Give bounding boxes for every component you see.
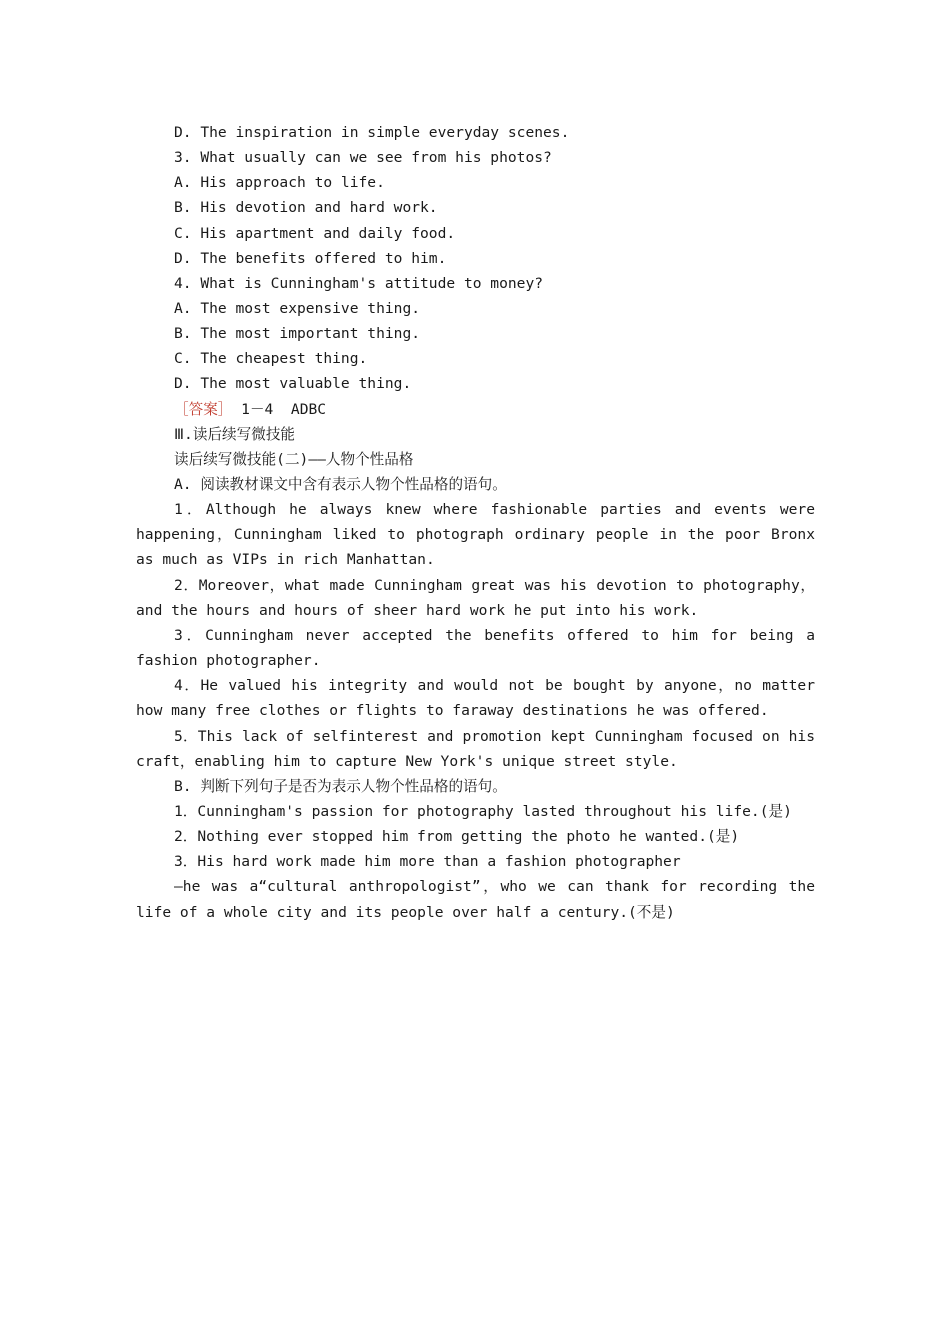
q4-option-b: B. The most important thing. (174, 325, 421, 343)
q3-question: 3. What usually can we see from his photos? (174, 149, 552, 167)
part-a-item-2: 2．Moreover，what made Cunningham great was his devotion to photography，and the hours and hours of sheer hard work he put into his work. (136, 576, 815, 619)
q3-option-c: C. His apartment and daily food. (174, 224, 456, 242)
q2-option-d: D. The inspiration in simple everyday scenes. (174, 124, 570, 141)
part-b-instruction: B. 判断下列句子是否为表示人物个性品格的语句。 (174, 777, 507, 795)
q3-option-d: D. The benefits offered to him. (174, 249, 447, 267)
part-b-item-2: 2．Nothing ever stopped him from getting the photo he wanted.(是) (174, 828, 740, 846)
answer-text: 1－4 ADBC (232, 400, 327, 418)
part-b-item-1: 1．Cunningham's passion for photography lasted throughout his life.(是) (174, 802, 792, 820)
part-b-item-3-continued: —he was a“cultural anthropologist”，who we can thank for recording the life of a whole city and its people over half a century.(不是) (136, 878, 815, 921)
part-a-item-1: 1．Although he always knew where fashionable parties and events were happening，Cunningham liked to photograph ordinary people in the poor Bronx as much as VIPs in rich Manhattan. (136, 501, 815, 569)
q4-option-c: C. The cheapest thing. (174, 350, 368, 368)
section-subheading: 读后续写微技能(二)——人物个性品格 (174, 450, 414, 468)
answer-line (136, 397, 815, 422)
part-a-item-5: 5．This lack of selfinterest and promotion kept Cunningham focused on his craft，enabling him to capture New York's unique street style. (136, 727, 815, 770)
q4-question: 4. What is Cunningham's attitude to money? (174, 274, 544, 292)
answer-tag: ［答案］ (174, 400, 233, 418)
q4-option-a: A. The most expensive thing. (174, 299, 421, 317)
q3-option-b: B. His devotion and hard work. (174, 199, 438, 217)
q4-option-d: D. The most valuable thing. (174, 375, 412, 393)
part-a-instruction: A. 阅读教材课文中含有表示人物个性品格的语句。 (174, 475, 507, 493)
part-a-item-4: 4．He valued his integrity and would not be bought by anyone，no matter how many free clothes or flights to faraway destinations he was offered. (136, 677, 815, 720)
part-b-item-3: 3．His hard work made him more than a fashion photographer (174, 853, 681, 871)
section-heading: Ⅲ.读后续写微技能 (174, 425, 296, 443)
document-page (136, 120, 815, 925)
q3-option-a: A. His approach to life. (174, 174, 385, 192)
part-a-item-3: 3．Cunningham never accepted the benefits offered to him for being a fashion photographer. (136, 626, 815, 670)
